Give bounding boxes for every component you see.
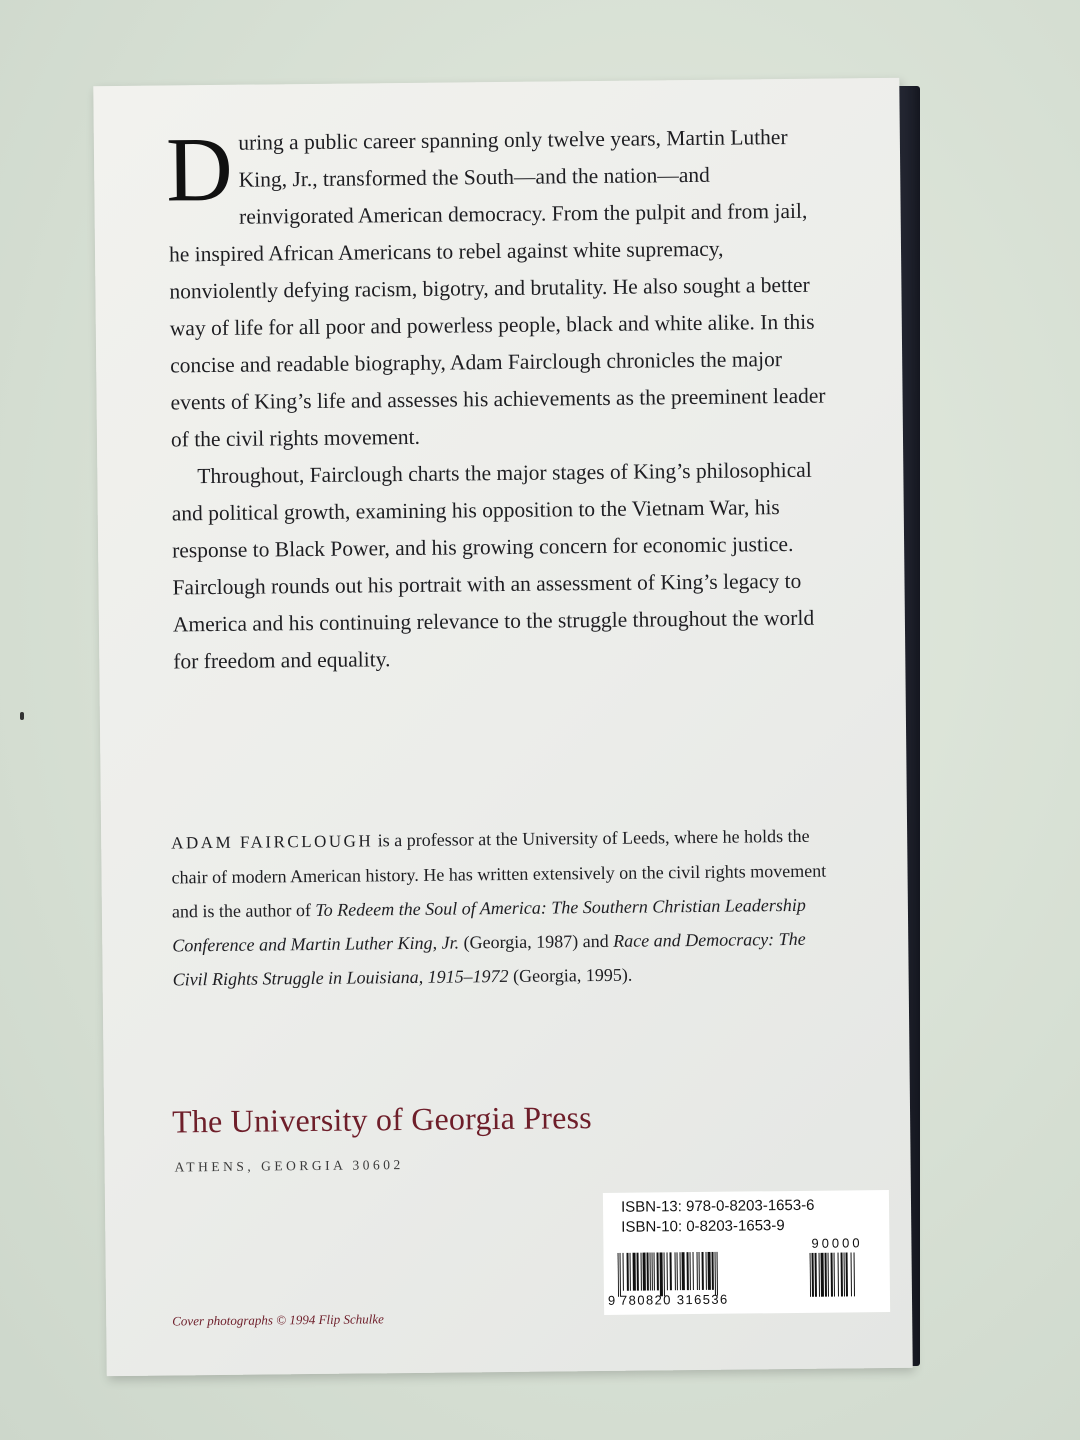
barcode-bar [680, 1252, 681, 1290]
price-code: 90000 [811, 1235, 863, 1251]
barcode-bar [708, 1252, 711, 1290]
barcode-bar [647, 1253, 649, 1291]
barcode-bar [664, 1252, 665, 1296]
drop-cap: D [165, 117, 234, 221]
barcode-bar [712, 1252, 714, 1290]
barcode-bar [815, 1253, 817, 1297]
book-title-2: Race and Democracy: The Civil Rights Struggle in Louisiana, 1915–1972 [172, 928, 806, 990]
barcode-bar [834, 1253, 835, 1297]
publisher-address: ATHENS, GEORGIA 30602 [174, 1157, 404, 1175]
book-title-1: To Redeem the Soul of America: The Southern Christian Leadership Conference and Martin Luther King, Jr. [172, 894, 806, 956]
ean-digits: 780820 316536 [619, 1291, 729, 1308]
barcode-bar [643, 1253, 646, 1291]
cover-photo-credit: Cover photographs © 1994 Flip Schulke [172, 1311, 384, 1329]
barcode-bar [812, 1253, 814, 1297]
barcode-bar [652, 1252, 653, 1290]
barcode-bar [819, 1253, 820, 1297]
barcode-bar [633, 1253, 636, 1291]
barcode-bar [654, 1252, 655, 1290]
barcode-bar [675, 1252, 676, 1290]
isbn-barcode [603, 1190, 890, 1315]
barcode-bar [670, 1252, 672, 1290]
price-barcode-bars [810, 1252, 883, 1303]
barcode-bar [844, 1252, 845, 1296]
table-speck [20, 712, 24, 720]
barcode-bar [650, 1252, 651, 1290]
author-bio-text [171, 818, 843, 996]
barcode-bar [682, 1252, 685, 1290]
barcode-bar [618, 1253, 619, 1297]
book-back-cover [93, 78, 912, 1376]
barcode-bar [623, 1253, 624, 1291]
barcode-bar [657, 1252, 659, 1290]
barcode-bar [637, 1253, 639, 1291]
barcode-bar [717, 1252, 718, 1296]
barcode-bar [697, 1252, 698, 1290]
barcode-bar [846, 1252, 848, 1296]
barcode-bar [641, 1253, 642, 1291]
isbn-13-label: ISBN-13: 978-0-8203-1653-6 [620, 1196, 815, 1216]
publisher-name: The University of Georgia Press [171, 1099, 593, 1140]
barcode-bar [831, 1253, 833, 1297]
barcode-bar [715, 1252, 716, 1296]
barcode-bar [821, 1253, 824, 1297]
barcode-bar [667, 1252, 668, 1290]
barcode-bar [838, 1253, 839, 1297]
bio-text-1: is a professor at the University of Leeds, where he holds the chair of modern American history. He has written extensively on the civil rights movement and is the author of [171, 825, 827, 922]
barcode-bar [702, 1252, 704, 1290]
barcode-bar [706, 1252, 707, 1290]
author-name: ADAM FAIRCLOUGH [171, 831, 374, 853]
bio-text-3: (Georgia, 1995). [508, 964, 633, 986]
barcode-bar [627, 1253, 629, 1291]
barcode-bar [620, 1253, 621, 1297]
ean-barcode-bars [618, 1251, 790, 1297]
barcode-bar [693, 1252, 694, 1290]
barcode-bar [851, 1252, 852, 1296]
barcode-bar [630, 1253, 631, 1291]
barcode-bar [690, 1252, 691, 1290]
barcode-bar [699, 1252, 700, 1290]
author-bio [171, 818, 843, 996]
blurb-paragraph-1 [165, 117, 831, 459]
blurb-paragraph-1-text: uring a public career spanning only twelve years, Martin Luther King, Jr., transformed the South—and the nation—and reinvigorated American democracy. From the pulpit and from jail, he inspired African Americans to rebel against white supremacy, nonviolently defying racism, bigotry, and brutality. He also sought a better way of life for all poor and powerless people, black and white alike. In this concise and readable biography, Adam Fairclough chronicles the major events of King’s life and assesses his achievements as the preeminent leader of the civil rights movement. [168, 124, 826, 452]
barcode-bar [854, 1252, 855, 1296]
barcode-bar [677, 1252, 678, 1290]
barcode-bar [841, 1252, 843, 1296]
ean-lead-digit: 9 [607, 1292, 616, 1308]
barcode-bar [687, 1252, 689, 1290]
barcode-bar [825, 1253, 827, 1297]
bio-text-2: (Georgia, 1987) and [458, 930, 614, 953]
isbn-10-label: ISBN-10: 0-8203-1653-9 [621, 1217, 785, 1236]
barcode-bar [828, 1253, 829, 1297]
description-blurb [165, 117, 834, 681]
blurb-paragraph-2: Throughout, Fairclough charts the major stages of King’s philosophical and political growth, examining his opposition to the Vietnam War, his response to Black Power, and his growing concern for economic justice. Fairclough rounds out his portrait with an assessment of King’s legacy to America and his continuing relevance to the struggle throughout the world for freedom and equality. [171, 457, 815, 674]
barcode-bar [810, 1253, 811, 1297]
barcode-bar [660, 1252, 663, 1296]
